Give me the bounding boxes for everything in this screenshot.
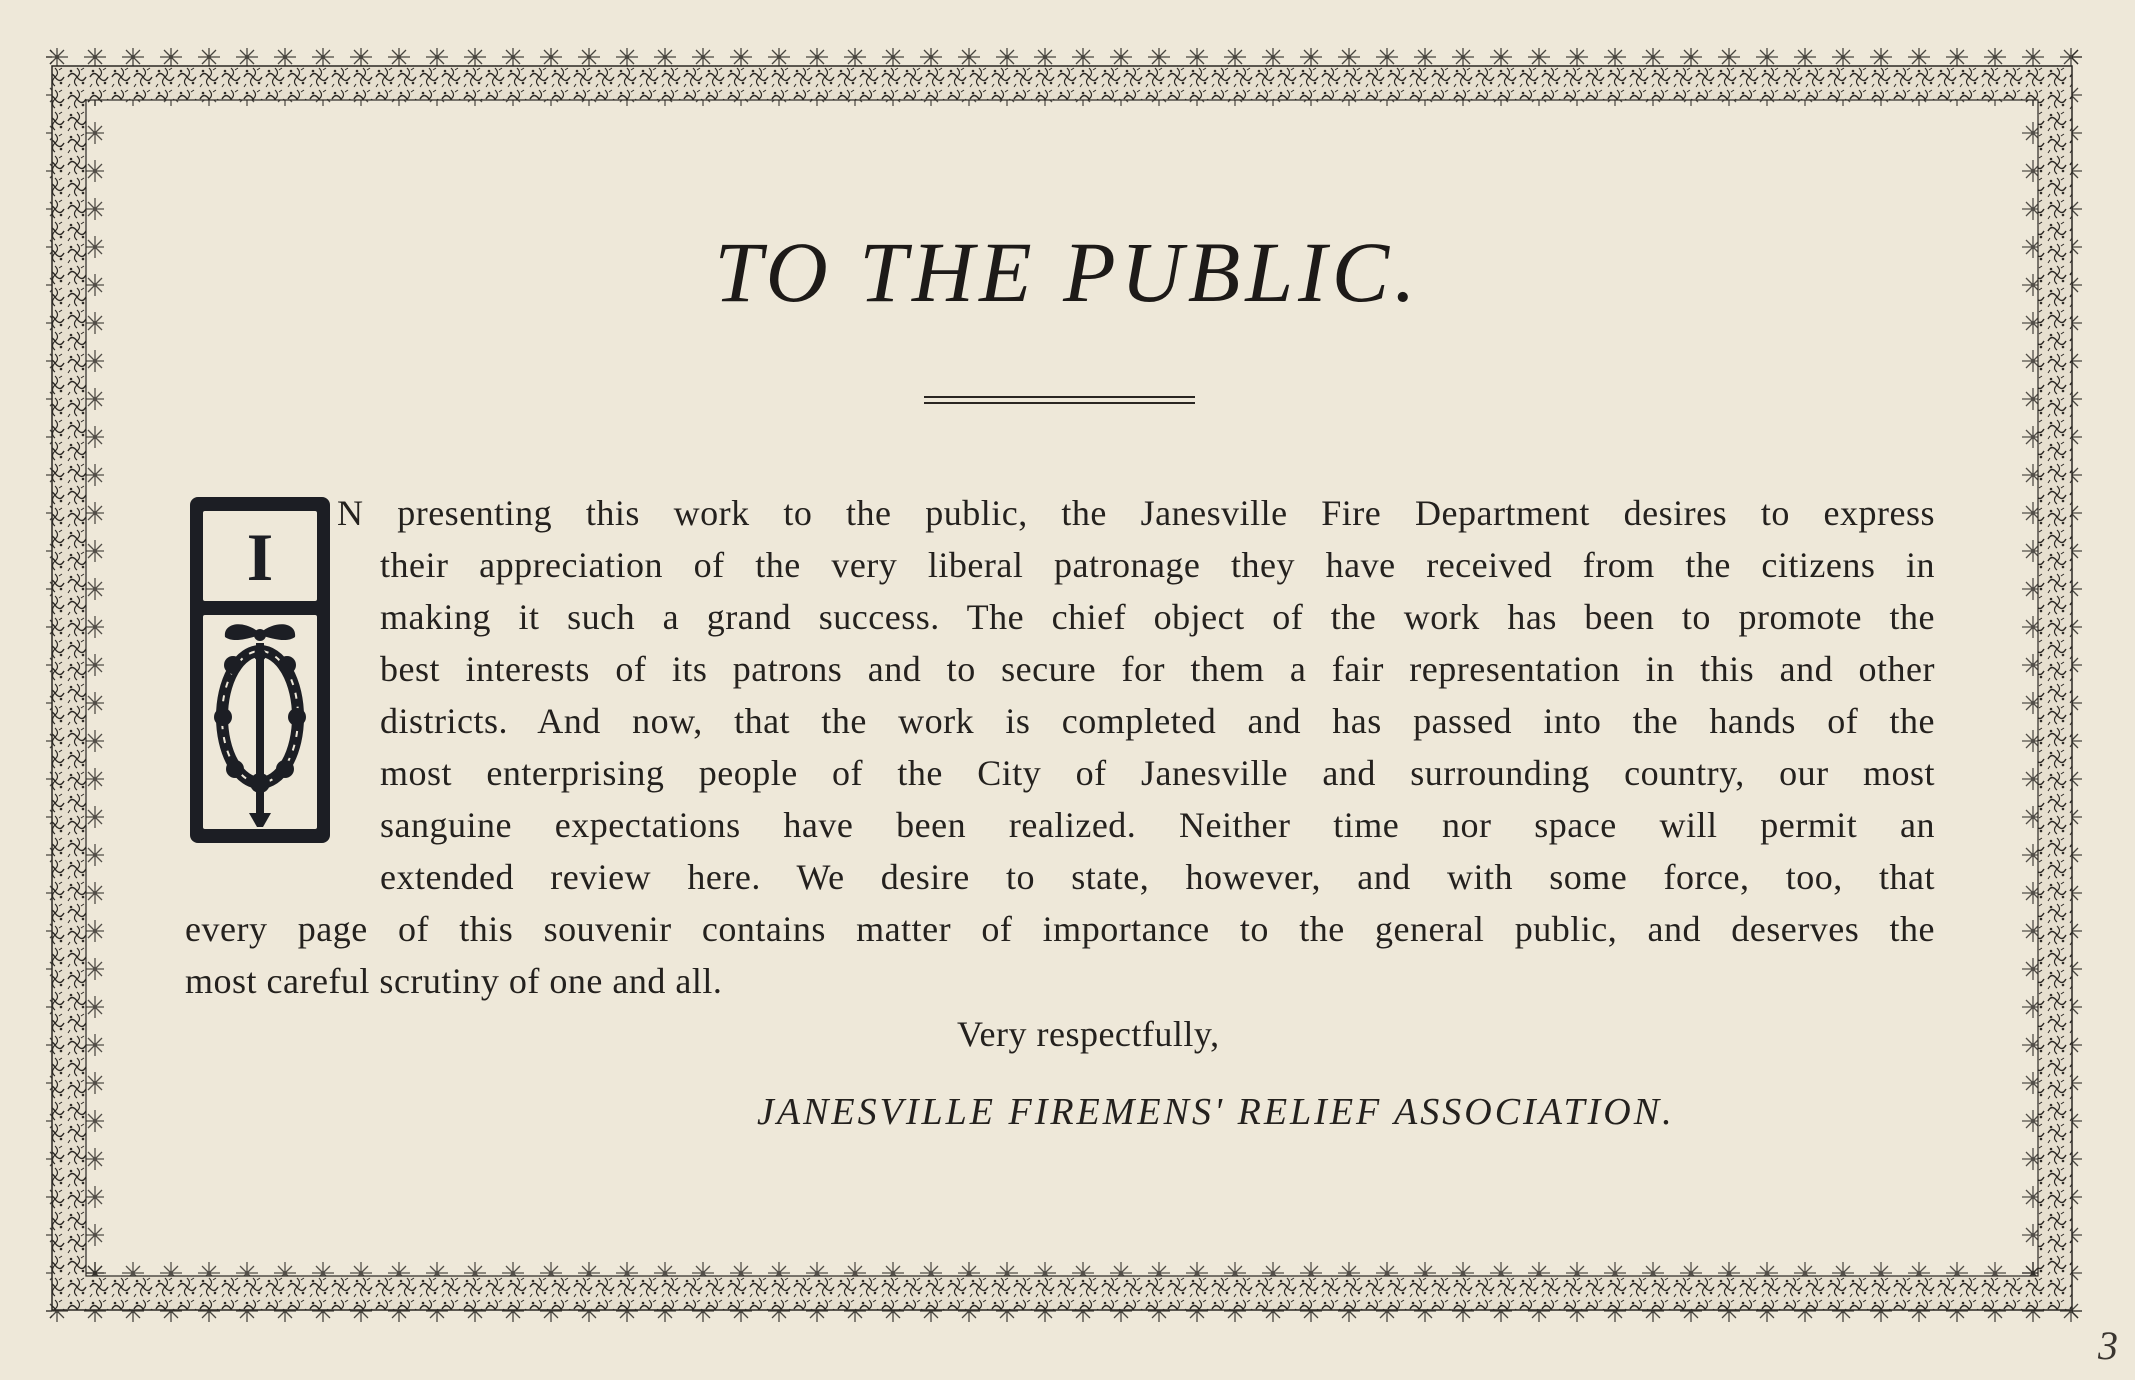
closing-salutation: Very respectfully, (957, 1014, 1220, 1054)
signature-line: JANESVILLE FIREMENS' RELIEF ASSOCIATION. (757, 1091, 1675, 1133)
wreath-ornament-icon (203, 615, 317, 829)
double-rule-divider (924, 396, 1195, 404)
paragraph-line: their appreciation of the very liberal patronage they have received from the citizens in (380, 545, 1935, 585)
paragraph-line: districts. And now, that the work is completed and has passed into the hands of the (380, 701, 1935, 741)
paragraph-line: every page of this souvenir contains matter of importance to the general public, and deserves the (185, 909, 1935, 949)
paragraph-line: sanguine expectations have been realized. Neither time nor space will permit an (380, 805, 1935, 845)
paragraph-line: making it such a grand success. The chief object of the work has been to promote the (380, 597, 1935, 637)
paragraph-line: extended review here. We desire to state, however, and with some force, too, that (380, 857, 1935, 897)
page-number: 3 (2098, 1323, 2118, 1368)
paragraph-line: most enterprising people of the City of Janesville and surrounding country, our most (380, 753, 1935, 793)
page-title: TO THE PUBLIC. (714, 224, 1421, 320)
paragraph-line: best interests of its patrons and to secure for them a fair representation in this and other (380, 649, 1935, 689)
paragraph-line: N presenting this work to the public, the Janesville Fire Department desires to express (337, 493, 1935, 533)
paragraph-line: most careful scrutiny of one and all. (185, 961, 723, 1001)
drop-cap-block (190, 497, 330, 843)
drop-cap-letter: I (203, 511, 317, 601)
